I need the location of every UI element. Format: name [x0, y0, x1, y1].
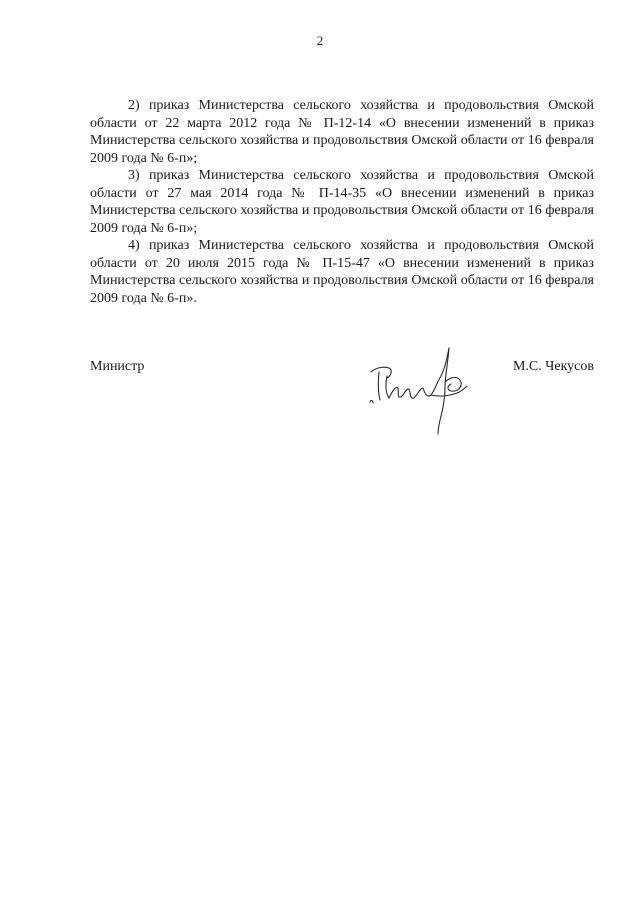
paragraph-item-3: 3) приказ Министерства сельского хозяйства и продовольствия Омской области от 27 мая 2014 года № П-14-35 «О внесении изменений в приказ Министерства сельского хозяйства и продовольствия Омской области от 16 февраля 2009 года № 6-п»;	[90, 168, 594, 236]
signature-block	[90, 342, 594, 442]
handwritten-signature	[365, 342, 475, 437]
signatory-title: Министр	[90, 359, 145, 374]
paragraph-item-4: 4) приказ Министерства сельского хозяйства и продовольствия Омской области от 20 июля 2015 года № П-15-47 «О внесении изменений в приказ Министерства сельского хозяйства и продовольствия Омской области от 16 февраля 2009 года № 6-п».	[90, 238, 594, 306]
signatory-name: М.С. Чекусов	[512, 359, 594, 374]
paragraph-item-2: 2) приказ Министерства сельского хозяйства и продовольствия Омской области от 22 марта 2012 года № П-12-14 «О внесении изменений в приказ Министерства сельского хозяйства и продовольствия Омской области от 16 февраля 2009 года № 6-п»;	[90, 98, 594, 166]
page-number: 2	[316, 33, 324, 48]
document-body	[90, 97, 594, 307]
